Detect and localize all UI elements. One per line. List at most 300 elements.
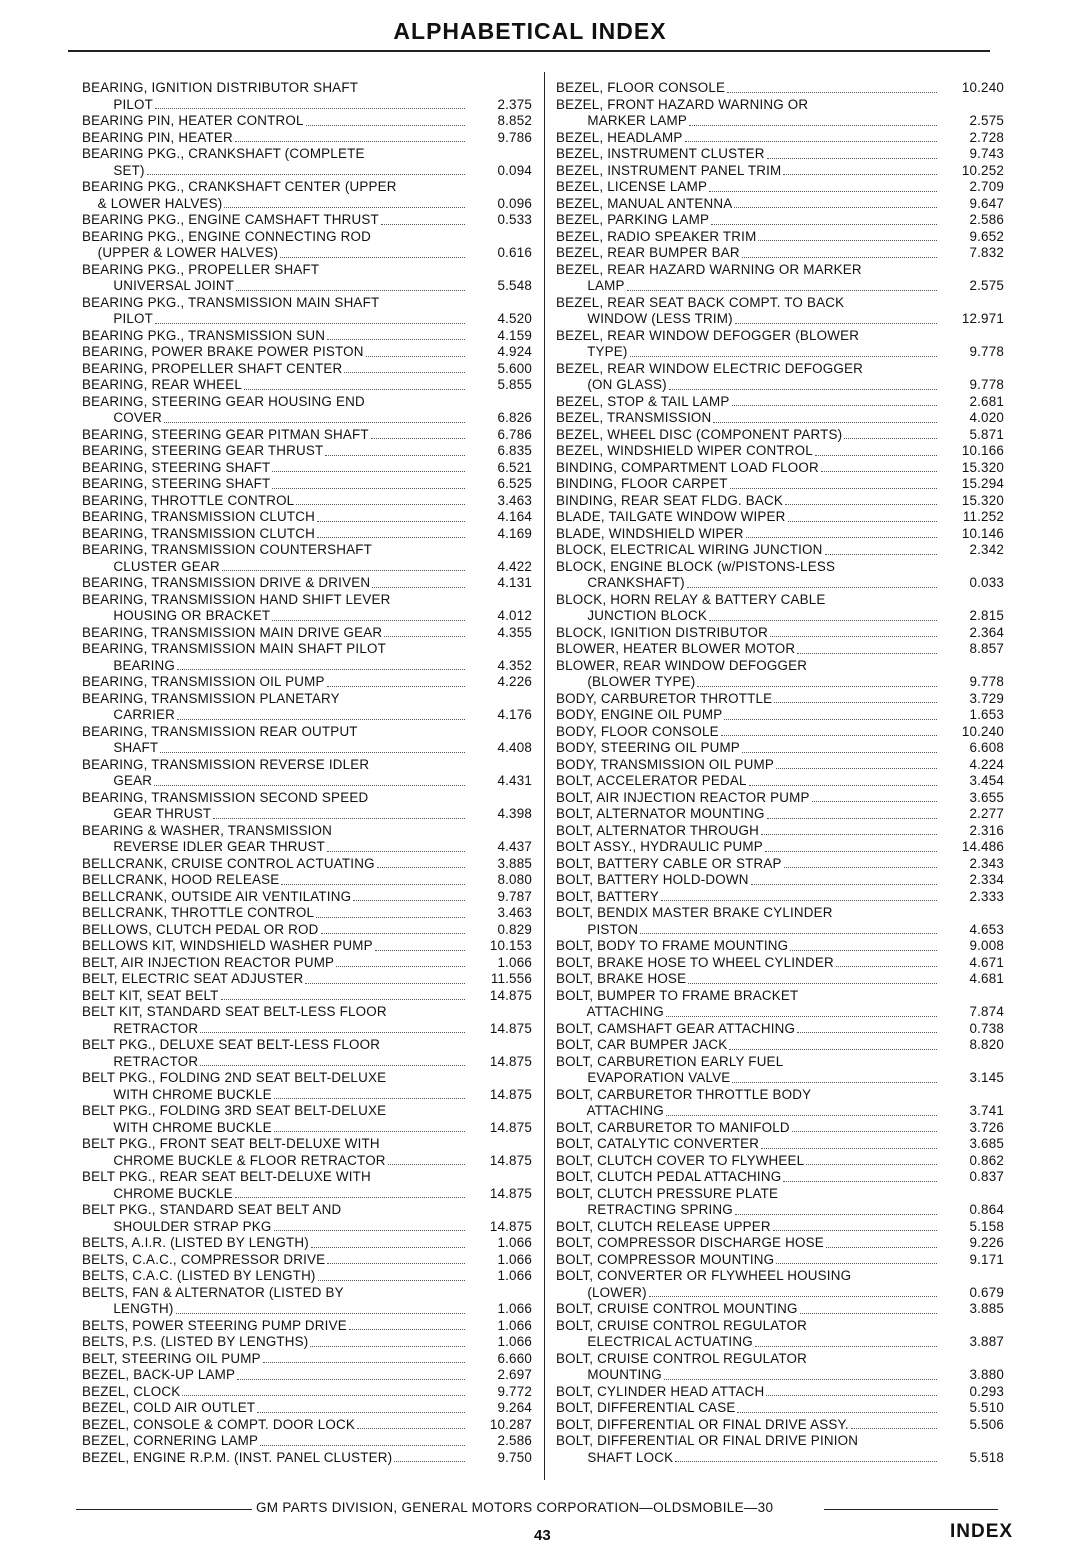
index-entry bbox=[556, 658, 1004, 691]
index-entry bbox=[82, 509, 532, 526]
dot-leader bbox=[734, 207, 937, 208]
dot-leader bbox=[317, 537, 465, 538]
entry-page-ref: 4.131 bbox=[497, 575, 532, 590]
dot-leader bbox=[272, 471, 465, 472]
index-entry bbox=[556, 394, 1004, 411]
entry-page-ref: 1.066 bbox=[497, 954, 532, 970]
entry-description-continued: PILOT bbox=[82, 96, 154, 112]
dot-leader bbox=[327, 339, 465, 340]
index-entry bbox=[82, 1334, 532, 1351]
entry-page-ref: 2.575 bbox=[969, 113, 1004, 128]
entry-description: BEZEL, INSTRUMENT CLUSTER bbox=[556, 146, 765, 161]
entry-page-ref: 9.652 bbox=[969, 228, 1004, 244]
entry-page-ref: 3.685 bbox=[969, 1136, 1004, 1151]
index-entry bbox=[82, 641, 532, 674]
entry-page-ref: 4.431 bbox=[497, 773, 532, 788]
dot-leader bbox=[318, 1280, 465, 1281]
dot-leader bbox=[235, 1197, 465, 1198]
dot-leader bbox=[272, 488, 465, 489]
entry-page-ref: 14.875 bbox=[489, 1119, 532, 1135]
entry-description: BELLCRANK, OUTSIDE AIR VENTILATING bbox=[82, 888, 352, 904]
entry-description: BOLT, CRUISE CONTROL REGULATOR bbox=[556, 1317, 808, 1333]
entry-page-ref: 4.437 bbox=[497, 839, 532, 854]
entry-description: BEARING, TRANSMISSION REAR OUTPUT bbox=[82, 723, 358, 739]
entry-page-ref: 3.463 bbox=[497, 905, 532, 920]
entry-description: BOLT, BENDIX MASTER BRAKE CYLINDER bbox=[556, 905, 833, 920]
index-entry bbox=[556, 1186, 1004, 1219]
index-entry bbox=[556, 1021, 1004, 1038]
entry-page-ref: 9.750 bbox=[497, 1449, 532, 1465]
entry-page-ref: 5.506 bbox=[969, 1416, 1004, 1432]
dot-leader bbox=[200, 1032, 465, 1033]
entry-description: BODY, FLOOR CONSOLE bbox=[556, 723, 719, 739]
entry-description: BOLT, BUMPER TO FRAME BRACKET bbox=[556, 987, 799, 1003]
dot-leader bbox=[155, 323, 465, 324]
entry-description: BOLT, BODY TO FRAME MOUNTING bbox=[556, 938, 789, 953]
entry-page-ref: 2.277 bbox=[969, 806, 1004, 821]
dot-leader bbox=[758, 240, 937, 241]
dot-leader bbox=[669, 389, 937, 390]
index-entry bbox=[82, 344, 532, 361]
index-entry bbox=[82, 922, 532, 939]
entry-description-continued: EVAPORATION VALVE bbox=[556, 1070, 731, 1085]
entry-description-continued: ELECTRICAL ACTUATING bbox=[556, 1334, 753, 1349]
entry-description: BELT PKG., DELUXE SEAT BELT-LESS FLOOR bbox=[82, 1037, 381, 1052]
index-entry bbox=[556, 641, 1004, 658]
index-entry bbox=[556, 559, 1004, 592]
entry-page-ref: 3.145 bbox=[969, 1070, 1004, 1085]
dot-leader bbox=[260, 1445, 465, 1446]
entry-page-ref: 0.864 bbox=[969, 1202, 1004, 1217]
index-entry bbox=[556, 1318, 1004, 1351]
index-entry bbox=[82, 526, 532, 543]
entry-page-ref: 4.224 bbox=[969, 756, 1004, 772]
entry-page-ref: 4.164 bbox=[497, 509, 532, 524]
entry-description-continued: GEAR bbox=[82, 773, 153, 788]
dot-leader bbox=[735, 323, 937, 324]
entry-page-ref: 0.033 bbox=[969, 575, 1004, 590]
index-entry bbox=[82, 1070, 532, 1103]
dot-leader bbox=[742, 257, 937, 258]
dot-leader bbox=[666, 1016, 937, 1017]
entry-description-continued: TYPE) bbox=[556, 344, 628, 359]
entry-description-continued: RETRACTOR bbox=[82, 1020, 199, 1036]
index-entry bbox=[82, 1103, 532, 1136]
entry-description: BELT, ELECTRIC SEAT ADJUSTER bbox=[82, 971, 304, 986]
dot-leader bbox=[176, 1313, 465, 1314]
entry-page-ref: 6.608 bbox=[969, 740, 1004, 755]
entry-description-continued: HOUSING OR BRACKET bbox=[82, 608, 271, 623]
index-entry bbox=[82, 229, 532, 262]
entry-description: BEZEL, BACK-UP LAMP bbox=[82, 1367, 236, 1382]
index-entry bbox=[82, 1400, 532, 1417]
dot-leader bbox=[237, 1379, 465, 1380]
index-entry bbox=[556, 1169, 1004, 1186]
index-entry bbox=[556, 1120, 1004, 1137]
entry-page-ref: 4.355 bbox=[497, 624, 532, 640]
entry-description: BOLT, CARBURETION EARLY FUEL bbox=[556, 1053, 784, 1069]
entry-page-ref: 4.352 bbox=[497, 657, 532, 673]
entry-page-ref: 0.094 bbox=[497, 162, 532, 178]
index-entry bbox=[556, 823, 1004, 840]
entry-description: BOLT, CLUTCH COVER TO FLYWHEEL bbox=[556, 1152, 805, 1168]
entry-description: BEZEL, PARKING LAMP bbox=[556, 212, 710, 227]
entry-page-ref: 0.738 bbox=[969, 1020, 1004, 1036]
entry-description: BLOCK, ELECTRICAL WIRING JUNCTION bbox=[556, 542, 823, 557]
index-entry bbox=[556, 328, 1004, 361]
entry-description: BEARING, PROPELLER SHAFT CENTER bbox=[82, 360, 343, 376]
entry-description-continued: REVERSE IDLER GEAR THRUST bbox=[82, 839, 325, 854]
entry-page-ref: 6.835 bbox=[497, 443, 532, 458]
entry-description-continued: BEARING bbox=[82, 657, 176, 673]
entry-description: BLADE, TAILGATE WINDOW WIPER bbox=[556, 509, 786, 524]
dot-leader bbox=[770, 636, 937, 637]
entry-description-continued: CRANKSHAFT) bbox=[556, 575, 685, 590]
entry-description-continued: (BLOWER TYPE) bbox=[556, 674, 696, 689]
entry-page-ref: 0.533 bbox=[497, 212, 532, 227]
dot-leader bbox=[627, 290, 937, 291]
entry-page-ref: 15.294 bbox=[961, 476, 1004, 491]
entry-description: BELTS, C.A.C. (LISTED BY LENGTH) bbox=[82, 1268, 316, 1283]
dot-leader bbox=[224, 207, 465, 208]
dot-leader bbox=[296, 504, 465, 505]
entry-page-ref: 8.080 bbox=[497, 872, 532, 887]
dot-leader bbox=[213, 818, 465, 819]
dot-leader bbox=[797, 653, 937, 654]
entry-page-ref: 2.364 bbox=[969, 624, 1004, 640]
index-entry bbox=[556, 740, 1004, 757]
entry-description-continued: (LOWER) bbox=[556, 1284, 647, 1300]
entry-description: BEARING, STEERING GEAR PITMAN SHAFT bbox=[82, 426, 369, 442]
entry-description: BEARING, IGNITION DISTRIBUTOR SHAFT bbox=[82, 80, 359, 95]
dot-leader bbox=[790, 950, 937, 951]
entry-description-continued: ATTACHING bbox=[556, 1103, 664, 1118]
entry-description-continued: CLUSTER GEAR bbox=[82, 558, 220, 574]
entry-page-ref: 5.855 bbox=[497, 377, 532, 392]
entry-description-continued: LENGTH) bbox=[82, 1301, 174, 1316]
dot-leader bbox=[785, 504, 937, 505]
index-entry bbox=[82, 1252, 532, 1269]
entry-description: BEZEL, REAR WINDOW DEFOGGER (BLOWER bbox=[556, 327, 860, 343]
dot-leader bbox=[384, 636, 465, 637]
entry-page-ref: 9.772 bbox=[497, 1383, 532, 1399]
entry-page-ref: 14.875 bbox=[489, 1218, 532, 1234]
dot-leader bbox=[353, 900, 465, 901]
index-entry bbox=[556, 905, 1004, 938]
dot-leader bbox=[792, 1131, 937, 1132]
entry-page-ref: 9.171 bbox=[969, 1251, 1004, 1267]
dot-leader bbox=[727, 92, 937, 93]
index-entry bbox=[556, 179, 1004, 196]
dot-leader bbox=[630, 356, 937, 357]
dot-leader bbox=[766, 1395, 937, 1396]
index-entry bbox=[556, 839, 1004, 856]
entry-page-ref: 3.729 bbox=[969, 690, 1004, 706]
dot-leader bbox=[800, 1313, 937, 1314]
dot-leader bbox=[836, 966, 937, 967]
index-entry bbox=[556, 1054, 1004, 1087]
dot-leader bbox=[767, 158, 937, 159]
entry-description: BEZEL, LICENSE LAMP bbox=[556, 179, 708, 194]
dot-leader bbox=[371, 438, 465, 439]
index-entry bbox=[556, 196, 1004, 213]
entry-description: BELTS, A.I.R. (LISTED BY LENGTH) bbox=[82, 1235, 309, 1250]
entry-page-ref: 12.971 bbox=[961, 311, 1004, 326]
footer-rule-right bbox=[824, 1509, 998, 1510]
entry-page-ref: 4.398 bbox=[497, 806, 532, 821]
entry-description-continued: JUNCTION BLOCK bbox=[556, 608, 707, 623]
footer-rule-left bbox=[76, 1509, 252, 1510]
dot-leader bbox=[200, 1065, 465, 1066]
index-entry bbox=[82, 592, 532, 625]
index-entry bbox=[82, 823, 532, 856]
entry-description: BEARING PKG., ENGINE CAMSHAFT THRUST bbox=[82, 212, 379, 227]
dot-leader bbox=[154, 785, 465, 786]
entry-description: BEZEL, TRANSMISSION bbox=[556, 410, 712, 425]
entry-description: BEARING, TRANSMISSION DRIVE & DRIVEN bbox=[82, 575, 371, 590]
entry-page-ref: 2.334 bbox=[969, 872, 1004, 887]
entry-page-ref: 9.008 bbox=[969, 938, 1004, 953]
entry-page-ref: 4.020 bbox=[969, 410, 1004, 425]
index-entry bbox=[556, 971, 1004, 988]
index-entry bbox=[556, 1219, 1004, 1236]
entry-page-ref: 4.012 bbox=[497, 608, 532, 623]
entry-description-continued: UNIVERSAL JOINT bbox=[82, 278, 235, 293]
index-entry bbox=[556, 262, 1004, 295]
entry-page-ref: 3.726 bbox=[969, 1119, 1004, 1135]
dot-leader bbox=[788, 521, 937, 522]
entry-page-ref: 0.862 bbox=[969, 1152, 1004, 1168]
index-entry bbox=[556, 163, 1004, 180]
dot-leader bbox=[746, 537, 937, 538]
dot-leader bbox=[164, 422, 465, 423]
column-divider bbox=[544, 72, 545, 1480]
index-entry bbox=[556, 707, 1004, 724]
index-entry bbox=[82, 295, 532, 328]
entry-page-ref: 10.153 bbox=[489, 938, 532, 953]
index-entry bbox=[556, 889, 1004, 906]
entry-description-continued: PILOT bbox=[82, 311, 154, 326]
dot-leader bbox=[732, 1082, 937, 1083]
index-entry bbox=[556, 938, 1004, 955]
entry-page-ref: 1.066 bbox=[497, 1334, 532, 1349]
entry-page-ref: 0.837 bbox=[969, 1169, 1004, 1184]
entry-page-ref: 6.521 bbox=[497, 459, 532, 475]
entry-page-ref: 10.146 bbox=[961, 525, 1004, 541]
index-entry bbox=[82, 1450, 532, 1467]
dot-leader bbox=[274, 1131, 465, 1132]
entry-description: BEZEL, FLOOR CONSOLE bbox=[556, 80, 726, 95]
entry-description: BEZEL, COLD AIR OUTLET bbox=[82, 1400, 256, 1415]
dot-leader bbox=[327, 851, 465, 852]
entry-page-ref: 3.885 bbox=[969, 1301, 1004, 1316]
index-entry bbox=[82, 1004, 532, 1037]
entry-page-ref: 4.408 bbox=[497, 740, 532, 755]
index-entry bbox=[556, 1417, 1004, 1434]
entry-description: BELT KIT, STANDARD SEAT BELT-LESS FLOOR bbox=[82, 1004, 387, 1019]
entry-description: BEZEL, REAR SEAT BACK COMPT. TO BACK bbox=[556, 294, 845, 310]
entry-page-ref: 0.616 bbox=[497, 245, 532, 260]
dot-leader bbox=[640, 933, 937, 934]
index-entry bbox=[556, 493, 1004, 510]
entry-description-continued: CARRIER bbox=[82, 707, 176, 722]
entry-page-ref: 6.660 bbox=[497, 1350, 532, 1366]
dot-leader bbox=[767, 818, 937, 819]
entry-description: BEZEL, FRONT HAZARD WARNING OR bbox=[556, 96, 809, 112]
index-entry bbox=[82, 1318, 532, 1335]
entry-page-ref: 9.226 bbox=[969, 1235, 1004, 1250]
entry-page-ref: 4.169 bbox=[497, 525, 532, 541]
entry-description-continued: (UPPER & LOWER HALVES) bbox=[82, 245, 279, 260]
dot-leader bbox=[721, 735, 937, 736]
entry-page-ref: 1.066 bbox=[497, 1235, 532, 1250]
entry-description: BELT PKG., REAR SEAT BELT-DELUXE WITH bbox=[82, 1169, 371, 1184]
dot-leader bbox=[697, 686, 937, 687]
entry-description: BELT PKG., FRONT SEAT BELT-DELUXE WITH bbox=[82, 1136, 380, 1151]
entry-page-ref: 4.422 bbox=[497, 558, 532, 574]
entry-page-ref: 6.525 bbox=[497, 476, 532, 491]
section-label: INDEX bbox=[950, 1521, 1014, 1542]
dot-leader bbox=[685, 141, 937, 142]
entry-description: BEARING, TRANSMISSION CLUTCH bbox=[82, 525, 316, 541]
entry-page-ref: 3.885 bbox=[497, 855, 532, 871]
index-entry bbox=[556, 806, 1004, 823]
entry-description: BOLT, BRAKE HOSE TO WHEEL CYLINDER bbox=[556, 954, 834, 970]
dot-leader bbox=[366, 356, 465, 357]
entry-page-ref: 2.697 bbox=[497, 1367, 532, 1382]
index-entry bbox=[556, 856, 1004, 873]
entry-description: BEARING PKG., ENGINE CONNECTING ROD bbox=[82, 228, 371, 244]
dot-leader bbox=[272, 620, 465, 621]
dot-leader bbox=[812, 801, 937, 802]
entry-description: BODY, STEERING OIL PUMP bbox=[556, 740, 740, 755]
index-entry bbox=[556, 526, 1004, 543]
entry-page-ref: 5.158 bbox=[969, 1218, 1004, 1234]
index-entry bbox=[82, 1384, 532, 1401]
page-title: ALPHABETICAL INDEX bbox=[393, 18, 667, 44]
index-entry bbox=[556, 146, 1004, 163]
entry-page-ref: 2.333 bbox=[969, 888, 1004, 904]
dot-leader bbox=[826, 1247, 937, 1248]
entry-description: BELT, AIR INJECTION REACTOR PUMP bbox=[82, 954, 335, 970]
entry-page-ref: 3.463 bbox=[497, 492, 532, 508]
index-entry bbox=[556, 790, 1004, 807]
entry-description: BOLT, BATTERY HOLD-DOWN bbox=[556, 872, 749, 887]
index-entry bbox=[82, 790, 532, 823]
dot-leader bbox=[306, 125, 465, 126]
entry-page-ref: 5.600 bbox=[497, 360, 532, 376]
entry-description: BOLT, CRUISE CONTROL MOUNTING bbox=[556, 1301, 798, 1316]
entry-page-ref: 1.066 bbox=[497, 1268, 532, 1283]
entry-description: BEARING, TRANSMISSION OIL PUMP bbox=[82, 674, 325, 689]
index-entry bbox=[556, 1037, 1004, 1054]
dot-leader bbox=[737, 1412, 937, 1413]
dot-leader bbox=[316, 917, 465, 918]
index-entry bbox=[556, 955, 1004, 972]
dot-leader bbox=[783, 174, 937, 175]
dot-leader bbox=[388, 1164, 465, 1165]
entry-description: BEARING PIN, HEATER CONTROL bbox=[82, 113, 304, 128]
entry-description: BEZEL, CLOCK bbox=[82, 1383, 181, 1399]
entry-page-ref: 10.287 bbox=[489, 1416, 532, 1432]
dot-leader bbox=[221, 999, 465, 1000]
entry-description: BELTS, P.S. (LISTED BY LENGTHS) bbox=[82, 1334, 309, 1349]
dot-leader bbox=[310, 1346, 465, 1347]
entry-page-ref: 8.820 bbox=[969, 1037, 1004, 1052]
entry-description: BODY, CARBURETOR THROTTLE bbox=[556, 690, 773, 706]
entry-description: BELLCRANK, CRUISE CONTROL ACTUATING bbox=[82, 855, 375, 871]
entry-description: BOLT, DIFFERENTIAL OR FINAL DRIVE PINION bbox=[556, 1433, 859, 1448]
entry-page-ref: 6.786 bbox=[497, 426, 532, 442]
dot-leader bbox=[336, 966, 465, 967]
index-entry bbox=[82, 938, 532, 955]
dot-leader bbox=[713, 422, 937, 423]
index-column-right bbox=[556, 80, 1004, 1466]
index-entry bbox=[556, 1087, 1004, 1120]
index-entry bbox=[556, 1351, 1004, 1384]
index-entry bbox=[82, 427, 532, 444]
dot-leader bbox=[274, 1230, 466, 1231]
dot-leader bbox=[765, 851, 937, 852]
index-entry bbox=[82, 724, 532, 757]
entry-page-ref: 9.786 bbox=[497, 129, 532, 145]
entry-page-ref: 3.741 bbox=[969, 1103, 1004, 1118]
dot-leader bbox=[281, 884, 465, 885]
entry-page-ref: 14.486 bbox=[961, 839, 1004, 854]
dot-leader bbox=[688, 983, 937, 984]
entry-description: BOLT, BATTERY CABLE OR STRAP bbox=[556, 855, 782, 871]
entry-page-ref: 14.875 bbox=[489, 1152, 532, 1168]
index-column-left bbox=[82, 80, 532, 1466]
index-entry bbox=[82, 146, 532, 179]
entry-description-continued: GEAR THRUST bbox=[82, 806, 212, 821]
dot-leader bbox=[222, 570, 465, 571]
entry-description: BOLT, CARBURETOR TO MANIFOLD bbox=[556, 1119, 790, 1135]
entry-page-ref: 3.454 bbox=[969, 773, 1004, 788]
index-entry bbox=[82, 955, 532, 972]
index-entry bbox=[82, 377, 532, 394]
index-entry bbox=[556, 1268, 1004, 1301]
entry-description: BEARING, TRANSMISSION REVERSE IDLER bbox=[82, 756, 370, 772]
dot-leader bbox=[776, 1263, 937, 1264]
entry-description: BEARING, REAR WHEEL bbox=[82, 377, 243, 392]
dot-leader bbox=[661, 900, 937, 901]
dot-leader bbox=[797, 1032, 937, 1033]
dot-leader bbox=[742, 752, 937, 753]
index-entry bbox=[556, 988, 1004, 1021]
entry-description: BEZEL, HEADLAMP bbox=[556, 129, 683, 145]
entry-description-continued: WINDOW (LESS TRIM) bbox=[556, 311, 733, 326]
index-entry bbox=[82, 130, 532, 147]
index-entry bbox=[556, 410, 1004, 427]
entry-description: BELLOWS, CLUTCH PEDAL OR ROD bbox=[82, 921, 319, 937]
entry-description: BOLT, ALTERNATOR MOUNTING bbox=[556, 806, 765, 821]
entry-description: BLADE, WINDSHIELD WIPER bbox=[556, 525, 744, 541]
entry-page-ref: 5.518 bbox=[969, 1449, 1004, 1465]
entry-description: BOLT, ACCELERATOR PEDAL bbox=[556, 773, 747, 788]
dot-leader bbox=[375, 950, 465, 951]
entry-description: BODY, ENGINE OIL PUMP bbox=[556, 707, 723, 722]
entry-page-ref: 1.066 bbox=[497, 1317, 532, 1333]
entry-page-ref: 9.778 bbox=[969, 674, 1004, 689]
entry-description: BOLT, ALTERNATOR THROUGH bbox=[556, 822, 759, 838]
entry-page-ref: 9.778 bbox=[969, 344, 1004, 359]
dot-leader bbox=[235, 141, 465, 142]
entry-description: BOLT, CAR BUMPER JACK bbox=[556, 1037, 728, 1052]
index-entry bbox=[556, 212, 1004, 229]
dot-leader bbox=[783, 1181, 937, 1182]
entry-page-ref: 10.240 bbox=[961, 80, 1004, 95]
